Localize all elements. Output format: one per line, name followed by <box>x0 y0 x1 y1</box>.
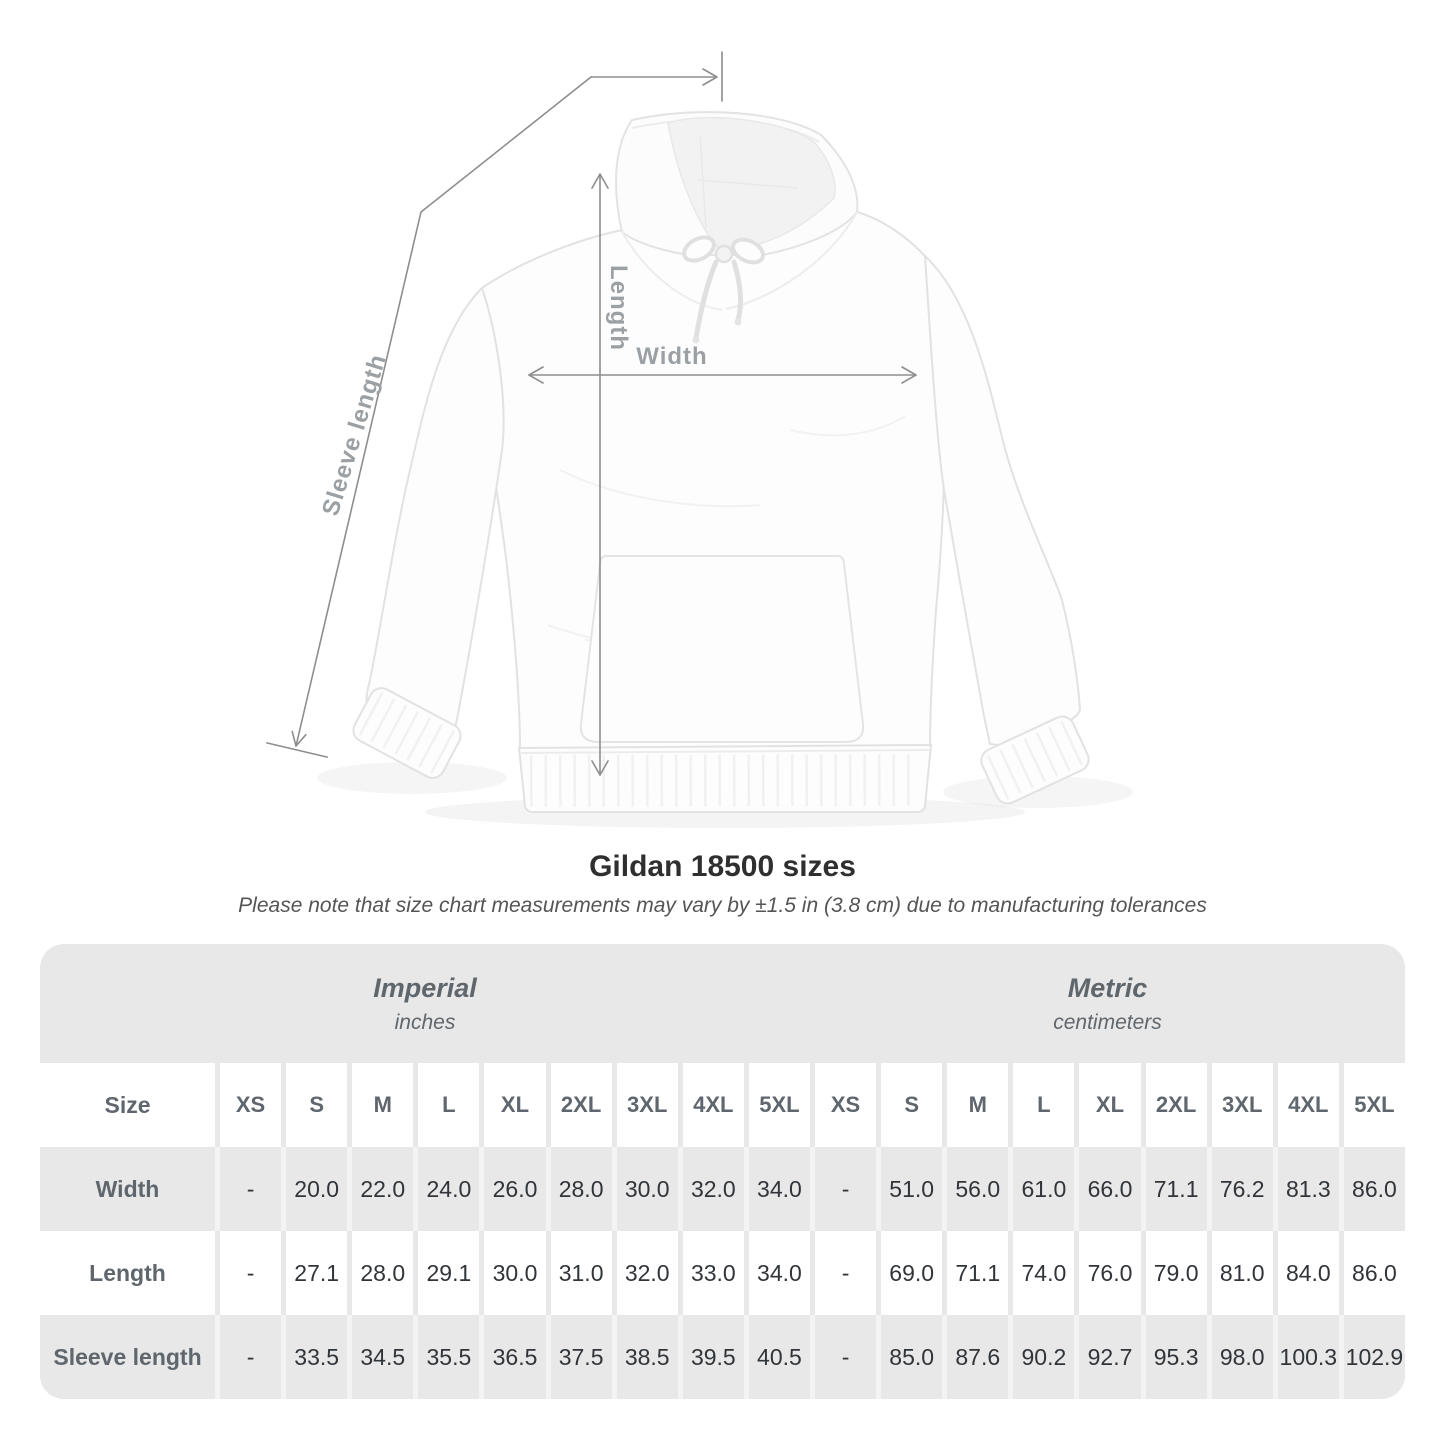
size-header-metric-xs: XS <box>810 1063 876 1147</box>
table-cell: 85.0 <box>876 1315 942 1399</box>
table-cell: 34.5 <box>347 1315 413 1399</box>
table-cell: 79.0 <box>1141 1231 1207 1315</box>
size-header-metric-l: L <box>1008 1063 1074 1147</box>
table-cell: 71.1 <box>1141 1147 1207 1231</box>
size-column-header: Size <box>40 1063 215 1147</box>
size-header-imperial-xs: XS <box>215 1063 281 1147</box>
table-cell: 34.0 <box>744 1231 810 1315</box>
size-header-imperial-l: L <box>413 1063 479 1147</box>
table-cell: 87.6 <box>942 1315 1008 1399</box>
table-cell: - <box>810 1315 876 1399</box>
size-header-imperial-3xl: 3XL <box>612 1063 678 1147</box>
table-cell: 98.0 <box>1207 1315 1273 1399</box>
metric-group-label: Metric <box>1067 972 1148 1003</box>
table-cell: 22.0 <box>347 1147 413 1231</box>
table-cell: 20.0 <box>281 1147 347 1231</box>
page-subtitle: Please note that size chart measurements may vary by ±1.5 in (3.8 cm) due to manufacturing tolerances <box>238 894 1207 917</box>
size-chart-table <box>40 944 1405 1399</box>
table-cell: 51.0 <box>876 1147 942 1231</box>
table-cell: 27.1 <box>281 1231 347 1315</box>
table-cell: 30.0 <box>479 1231 545 1315</box>
metric-group-header <box>810 944 1405 1063</box>
table-cell: 35.5 <box>413 1315 479 1399</box>
kangaroo-pocket <box>581 556 863 742</box>
table-cell: 66.0 <box>1074 1147 1140 1231</box>
size-header-imperial-s: S <box>281 1063 347 1147</box>
table-cell: 40.5 <box>744 1315 810 1399</box>
size-header-metric-2xl: 2XL <box>1141 1063 1207 1147</box>
table-cell: 38.5 <box>612 1315 678 1399</box>
table-cell: 61.0 <box>1008 1147 1074 1231</box>
table-cell: 30.0 <box>612 1147 678 1231</box>
metric-group-unit: centimeters <box>1053 1010 1162 1034</box>
size-header-metric-xl: XL <box>1074 1063 1140 1147</box>
table-cell: 84.0 <box>1273 1231 1339 1315</box>
table-cell: 100.3 <box>1273 1315 1339 1399</box>
table-cell: 32.0 <box>612 1231 678 1315</box>
row-label: Sleeve length <box>40 1315 215 1399</box>
size-header-metric-s: S <box>876 1063 942 1147</box>
table-cell: 90.2 <box>1008 1315 1074 1399</box>
size-header-metric-4xl: 4XL <box>1273 1063 1339 1147</box>
table-cell: - <box>810 1231 876 1315</box>
table-cell: 76.2 <box>1207 1147 1273 1231</box>
table-cell: 37.5 <box>546 1315 612 1399</box>
table-cell: 86.0 <box>1339 1231 1405 1315</box>
width-label: Width <box>636 343 708 370</box>
size-header-imperial-5xl: 5XL <box>744 1063 810 1147</box>
table-cell: 71.1 <box>942 1231 1008 1315</box>
size-header-imperial-2xl: 2XL <box>546 1063 612 1147</box>
table-cell: 81.3 <box>1273 1147 1339 1231</box>
imperial-group-header <box>40 944 810 1063</box>
table-cell: 74.0 <box>1008 1231 1074 1315</box>
table-cell: 28.0 <box>347 1231 413 1315</box>
size-header-metric-3xl: 3XL <box>1207 1063 1273 1147</box>
size-header-metric-m: M <box>942 1063 1008 1147</box>
table-cell: 26.0 <box>479 1147 545 1231</box>
right-sleeve <box>925 256 1080 745</box>
table-cell: 102.9 <box>1339 1315 1405 1399</box>
table-cell: - <box>810 1147 876 1231</box>
table-cell: 95.3 <box>1141 1315 1207 1399</box>
hem-band <box>519 745 931 812</box>
sleeve-length-label: Sleeve length <box>317 350 392 520</box>
imperial-group-label: Imperial <box>373 972 477 1003</box>
table-cell: 34.0 <box>744 1147 810 1231</box>
size-header-metric-5xl: 5XL <box>1339 1063 1405 1147</box>
table-cell: 39.5 <box>678 1315 744 1399</box>
table-cell: 92.7 <box>1074 1315 1140 1399</box>
table-cell: 36.5 <box>479 1315 545 1399</box>
unit-group-header-row <box>40 944 1405 1063</box>
table-cell: 81.0 <box>1207 1231 1273 1315</box>
size-grid <box>40 1063 1405 1399</box>
table-cell: 24.0 <box>413 1147 479 1231</box>
size-header-imperial-m: M <box>347 1063 413 1147</box>
size-header-imperial-xl: XL <box>479 1063 545 1147</box>
table-cell: 33.0 <box>678 1231 744 1315</box>
table-cell: 28.0 <box>546 1147 612 1231</box>
length-label: Length <box>605 265 632 351</box>
table-cell: - <box>215 1231 281 1315</box>
table-cell: - <box>215 1147 281 1231</box>
row-label: Length <box>40 1231 215 1315</box>
table-cell: 33.5 <box>281 1315 347 1399</box>
table-cell: 69.0 <box>876 1231 942 1315</box>
table-cell: 32.0 <box>678 1147 744 1231</box>
table-cell: - <box>215 1315 281 1399</box>
table-cell: 31.0 <box>546 1231 612 1315</box>
size-header-imperial-4xl: 4XL <box>678 1063 744 1147</box>
table-cell: 56.0 <box>942 1147 1008 1231</box>
table-cell: 86.0 <box>1339 1147 1405 1231</box>
table-cell: 29.1 <box>413 1231 479 1315</box>
table-cell: 76.0 <box>1074 1231 1140 1315</box>
row-label: Width <box>40 1147 215 1231</box>
imperial-group-unit: inches <box>394 1010 456 1034</box>
page-title: Gildan 18500 sizes <box>589 850 856 883</box>
